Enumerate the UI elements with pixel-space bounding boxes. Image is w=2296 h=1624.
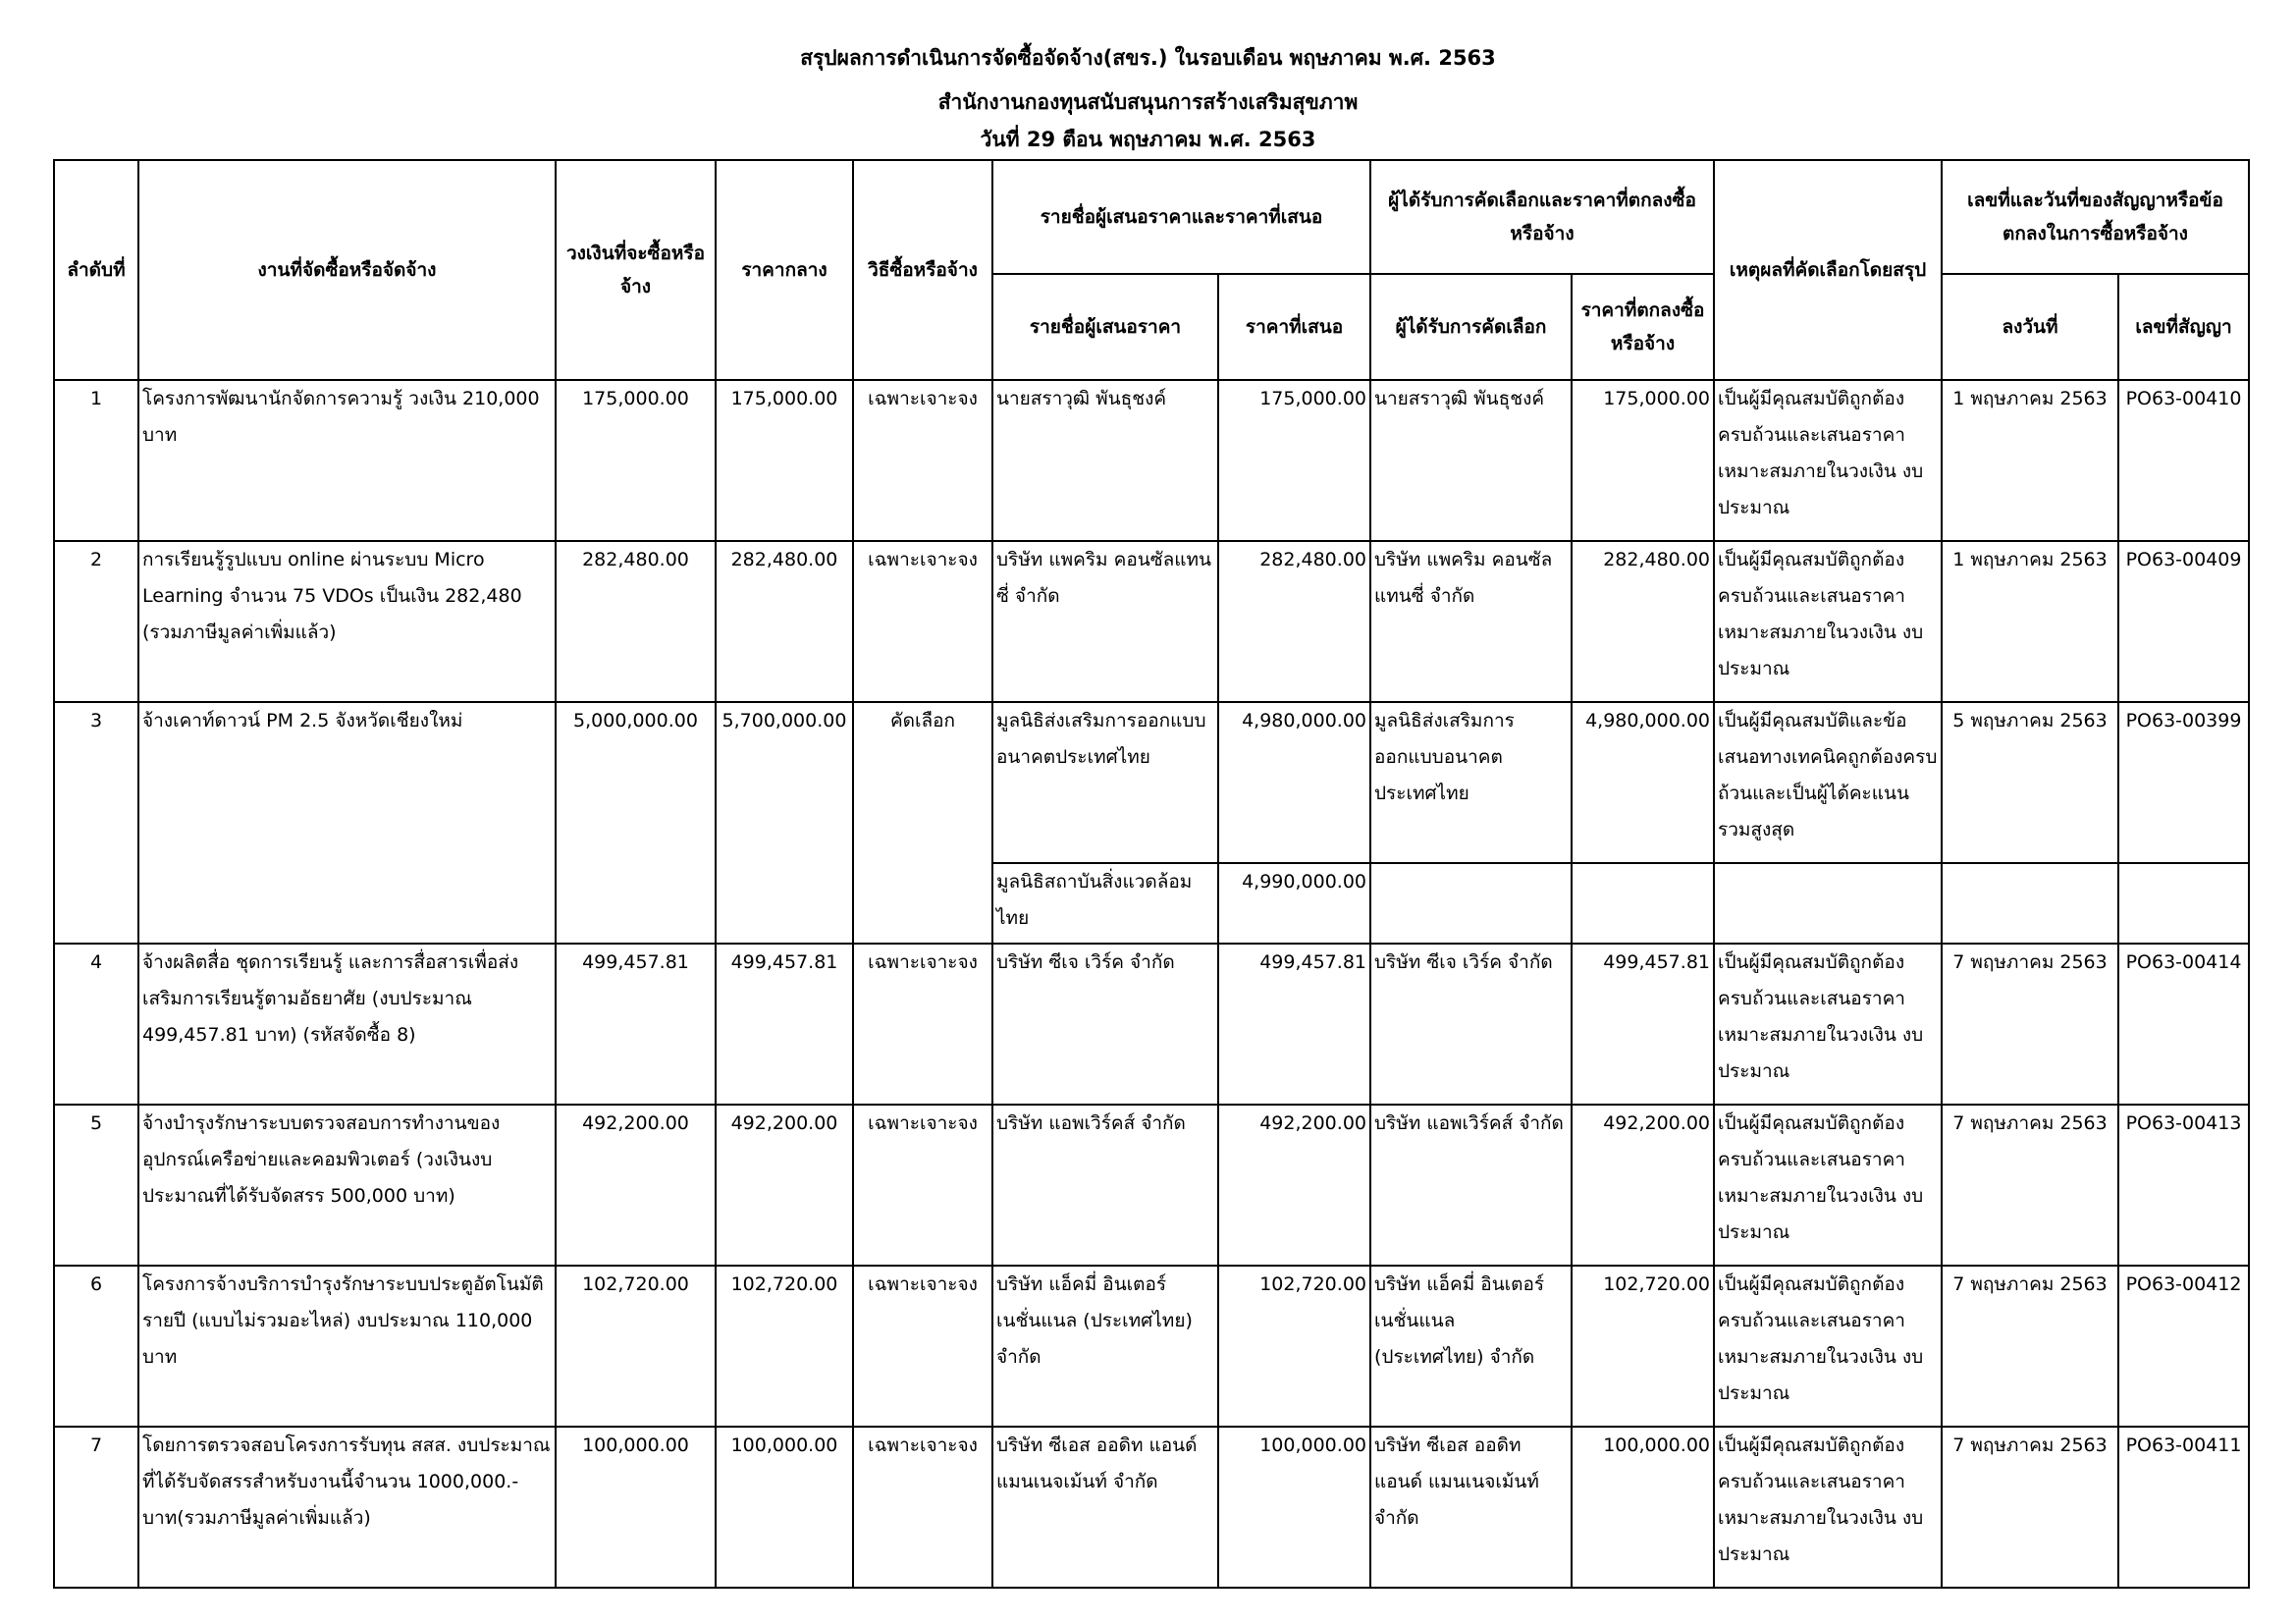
cell-median: 492,200.00 xyxy=(716,1105,853,1266)
cell-contract: PO63-00413 xyxy=(2118,1105,2249,1266)
cell-seq: 3 xyxy=(54,702,138,944)
cell-work: จ้างเคาท์ดาวน์ PM 2.5 จังหวัดเชียงใหม่ xyxy=(138,702,556,944)
header-budget: วงเงินที่จะซื้อหรือจ้าง xyxy=(556,160,716,380)
cell-reason: เป็นผู้มีคุณสมบัติถูกต้อง ครบถ้วนและเสนอราคา เหมาะสมภายในวงเงิน งบประมาณ xyxy=(1714,1105,1942,1266)
cell-selected: บริษัท แอพเวิร์คส์ จำกัด xyxy=(1370,1105,1572,1266)
cell-contract: PO63-00411 xyxy=(2118,1427,2249,1588)
table-row xyxy=(54,1266,2249,1427)
cell-seq: 5 xyxy=(54,1105,138,1266)
cell-date: 7 พฤษภาคม 2563 xyxy=(1942,1266,2118,1427)
cell-selected: มูลนิธิส่งเสริมการออกแบบอนาคตประเทศไทย xyxy=(1370,702,1572,863)
cell-agreed: 175,000.00 xyxy=(1572,380,1714,541)
cell-median: 499,457.81 xyxy=(716,944,853,1105)
cell-bid: 100,000.00 xyxy=(1218,1427,1370,1588)
cell-method: คัดเลือก xyxy=(853,702,992,944)
cell-work: โครงการพัฒนานักจัดการความรู้ วงเงิน 210,000 บาท xyxy=(138,380,556,541)
table-row xyxy=(54,541,2249,702)
header-work: งานที่จัดซื้อหรือจัดจ้าง xyxy=(138,160,556,380)
cell-agreed: 499,457.81 xyxy=(1572,944,1714,1105)
cell-work: จ้างบำรุงรักษาระบบตรวจสอบการทำงานของอุปกรณ์เครือข่ายและคอมพิวเตอร์ (วงเงินงบประมาณที่ได้รับจัดสรร 500,000 บาท) xyxy=(138,1105,556,1266)
cell-median: 282,480.00 xyxy=(716,541,853,702)
cell-empty xyxy=(1714,863,1942,944)
header-bidders-group: รายชื่อผู้เสนอราคาและราคาที่เสนอ xyxy=(992,160,1370,274)
cell-empty xyxy=(1370,863,1572,944)
cell-empty xyxy=(2118,863,2249,944)
header-contract-no: เลขที่สัญญา xyxy=(2118,274,2249,380)
cell-seq: 4 xyxy=(54,944,138,1105)
cell-bid-2: 4,990,000.00 xyxy=(1218,863,1370,944)
organization-name: สำนักงานกองทุนสนับสนุนการสร้างเสริมสุขภาพ xyxy=(937,90,1359,114)
cell-bidder-2: มูลนิธิสถาบันสิ่งแวดล้อมไทย xyxy=(992,863,1218,944)
cell-date: 7 พฤษภาคม 2563 xyxy=(1942,1427,2118,1588)
cell-date: 7 พฤษภาคม 2563 xyxy=(1942,944,2118,1105)
cell-budget: 100,000.00 xyxy=(556,1427,716,1588)
header-seq: ลำดับที่ xyxy=(54,160,138,380)
cell-agreed: 102,720.00 xyxy=(1572,1266,1714,1427)
cell-bidder: บริษัท ซีเจ เวิร์ค จำกัด xyxy=(992,944,1218,1105)
cell-bidder: มูลนิธิส่งเสริมการออกแบบอนาคตประเทศไทย xyxy=(992,702,1218,863)
cell-reason: เป็นผู้มีคุณสมบัติถูกต้อง ครบถ้วนและเสนอราคา เหมาะสมภายในวงเงิน งบประมาณ xyxy=(1714,1427,1942,1588)
cell-method: เฉพาะเจาะจง xyxy=(853,1427,992,1588)
table-row xyxy=(54,702,2249,863)
cell-reason: เป็นผู้มีคุณสมบัติถูกต้อง ครบถ้วนและเสนอราคา เหมาะสมภายในวงเงิน งบประมาณ xyxy=(1714,1266,1942,1427)
report-date: วันที่ 29 ตือน พฤษภาคม พ.ศ. 2563 xyxy=(980,128,1316,151)
cell-budget: 492,200.00 xyxy=(556,1105,716,1266)
cell-work: โครงการจ้างบริการบำรุงรักษาระบบประตูอัตโนมัติรายปี (แบบไม่รวมอะไหล่) งบประมาณ 110,000 บาท xyxy=(138,1266,556,1427)
table-row xyxy=(54,1105,2249,1266)
cell-bid: 4,980,000.00 xyxy=(1218,702,1370,863)
table-row xyxy=(54,380,2249,541)
cell-budget: 5,000,000.00 xyxy=(556,702,716,944)
cell-agreed: 100,000.00 xyxy=(1572,1427,1714,1588)
cell-method: เฉพาะเจาะจง xyxy=(853,1266,992,1427)
cell-reason: เป็นผู้มีคุณสมบัติถูกต้อง ครบถ้วนและเสนอราคา เหมาะสมภายในวงเงิน งบประมาณ xyxy=(1714,380,1942,541)
cell-seq: 1 xyxy=(54,380,138,541)
header-bidder-name: รายชื่อผู้เสนอราคา xyxy=(992,274,1218,380)
table-row xyxy=(54,944,2249,1105)
cell-seq: 2 xyxy=(54,541,138,702)
cell-selected: บริษัท ซีเจ เวิร์ค จำกัด xyxy=(1370,944,1572,1105)
header-selected-group: ผู้ได้รับการคัดเลือกและราคาที่ตกลงซื้อหรือจ้าง xyxy=(1370,160,1714,274)
cell-budget: 499,457.81 xyxy=(556,944,716,1105)
header-selected-name: ผู้ได้รับการคัดเลือก xyxy=(1370,274,1572,380)
cell-work: โดยการตรวจสอบโครงการรับทุน สสส. งบประมาณที่ได้รับจัดสรรสำหรับงานนี้จำนวน 1000,000.- บาท(รวมภาษีมูลค่าเพิ่มแล้ว) xyxy=(138,1427,556,1588)
cell-contract: PO63-00414 xyxy=(2118,944,2249,1105)
cell-work: การเรียนรู้รูปแบบ online ผ่านระบบ Micro Learning จำนวน 75 VDOs เป็นเงิน 282,480 (รวมภาษีมูลค่าเพิ่มแล้ว) xyxy=(138,541,556,702)
cell-median: 5,700,000.00 xyxy=(716,702,853,944)
cell-selected: บริษัท ซีเอส ออดิท แอนด์ แมนเนจเม้นท์ จำกัด xyxy=(1370,1427,1572,1588)
cell-bidder: บริษัท แอพเวิร์คส์ จำกัด xyxy=(992,1105,1218,1266)
cell-contract: PO63-00409 xyxy=(2118,541,2249,702)
cell-selected: บริษัท แพคริม คอนซัลแทนซี่ จำกัด xyxy=(1370,541,1572,702)
cell-contract: PO63-00412 xyxy=(2118,1266,2249,1427)
cell-bid: 499,457.81 xyxy=(1218,944,1370,1105)
cell-agreed: 492,200.00 xyxy=(1572,1105,1714,1266)
cell-reason: เป็นผู้มีคุณสมบัติถูกต้อง ครบถ้วนและเสนอราคา เหมาะสมภายในวงเงิน งบประมาณ xyxy=(1714,541,1942,702)
cell-median: 102,720.00 xyxy=(716,1266,853,1427)
cell-empty xyxy=(1942,863,2118,944)
cell-bid: 175,000.00 xyxy=(1218,380,1370,541)
header-date: ลงวันที่ xyxy=(1942,274,2118,380)
cell-reason: เป็นผู้มีคุณสมบัติถูกต้อง ครบถ้วนและเสนอราคา เหมาะสมภายในวงเงิน งบประมาณ xyxy=(1714,944,1942,1105)
cell-agreed: 282,480.00 xyxy=(1572,541,1714,702)
cell-empty xyxy=(1572,863,1714,944)
cell-bidder: บริษัท ซีเอส ออดิท แอนด์ แมนเนจเม้นท์ จำกัด xyxy=(992,1427,1218,1588)
cell-median: 100,000.00 xyxy=(716,1427,853,1588)
cell-date: 1 พฤษภาคม 2563 xyxy=(1942,541,2118,702)
cell-bid: 492,200.00 xyxy=(1218,1105,1370,1266)
cell-agreed: 4,980,000.00 xyxy=(1572,702,1714,863)
cell-date: 1 พฤษภาคม 2563 xyxy=(1942,380,2118,541)
cell-work: จ้างผลิตสื่อ ชุดการเรียนรู้ และการสื่อสารเพื่อส่งเสริมการเรียนรู้ตามอัธยาศัย (งบประมาณ 499,457.81 บาท) (รหัสจัดซื้อ 8) xyxy=(138,944,556,1105)
cell-seq: 6 xyxy=(54,1266,138,1427)
header-agreed-price: ราคาที่ตกลงซื้อหรือจ้าง xyxy=(1572,274,1714,380)
cell-selected: บริษัท แอ็คมี่ อินเตอร์เนชั่นแนล (ประเทศไทย) จำกัด xyxy=(1370,1266,1572,1427)
cell-bidder: นายสราวุฒิ พันธุชงค์ xyxy=(992,380,1218,541)
cell-bid: 102,720.00 xyxy=(1218,1266,1370,1427)
procurement-table xyxy=(53,159,2250,1589)
header-contract-group: เลขที่และวันที่ของสัญญาหรือข้อตกลงในการซื้อหรือจ้าง xyxy=(1942,160,2249,274)
cell-budget: 102,720.00 xyxy=(556,1266,716,1427)
cell-seq: 7 xyxy=(54,1427,138,1588)
cell-method: เฉพาะเจาะจง xyxy=(853,541,992,702)
cell-method: เฉพาะเจาะจง xyxy=(853,380,992,541)
header-median-price: ราคากลาง xyxy=(716,160,853,380)
cell-selected: นายสราวุฒิ พันธุชงค์ xyxy=(1370,380,1572,541)
report-title: สรุปผลการดำเนินการจัดซื้อจัดจ้าง(สขร.) ในรอบเดือน พฤษภาคม พ.ศ. 2563 xyxy=(800,46,1496,70)
header-method: วิธีซื้อหรือจ้าง xyxy=(853,160,992,380)
table-row xyxy=(54,1427,2249,1588)
cell-reason: เป็นผู้มีคุณสมบัติและข้อเสนอทางเทคนิคถูกต้องครบถ้วนและเป็นผู้ได้คะแนนรวมสูงสุด xyxy=(1714,702,1942,863)
cell-date: 5 พฤษภาคม 2563 xyxy=(1942,702,2118,863)
cell-date: 7 พฤษภาคม 2563 xyxy=(1942,1105,2118,1266)
cell-budget: 282,480.00 xyxy=(556,541,716,702)
cell-method: เฉพาะเจาะจง xyxy=(853,944,992,1105)
cell-bidder: บริษัท แพคริม คอนซัลแทนซี่ จำกัด xyxy=(992,541,1218,702)
cell-bidder: บริษัท แอ็คมี่ อินเตอร์เนชั่นแนล (ประเทศไทย) จำกัด xyxy=(992,1266,1218,1427)
cell-budget: 175,000.00 xyxy=(556,380,716,541)
header-reason: เหตุผลที่คัดเลือกโดยสรุป xyxy=(1714,160,1942,380)
cell-bid: 282,480.00 xyxy=(1218,541,1370,702)
cell-contract: PO63-00410 xyxy=(2118,380,2249,541)
cell-method: เฉพาะเจาะจง xyxy=(853,1105,992,1266)
cell-contract: PO63-00399 xyxy=(2118,702,2249,863)
header-bid-price: ราคาที่เสนอ xyxy=(1218,274,1370,380)
cell-median: 175,000.00 xyxy=(716,380,853,541)
